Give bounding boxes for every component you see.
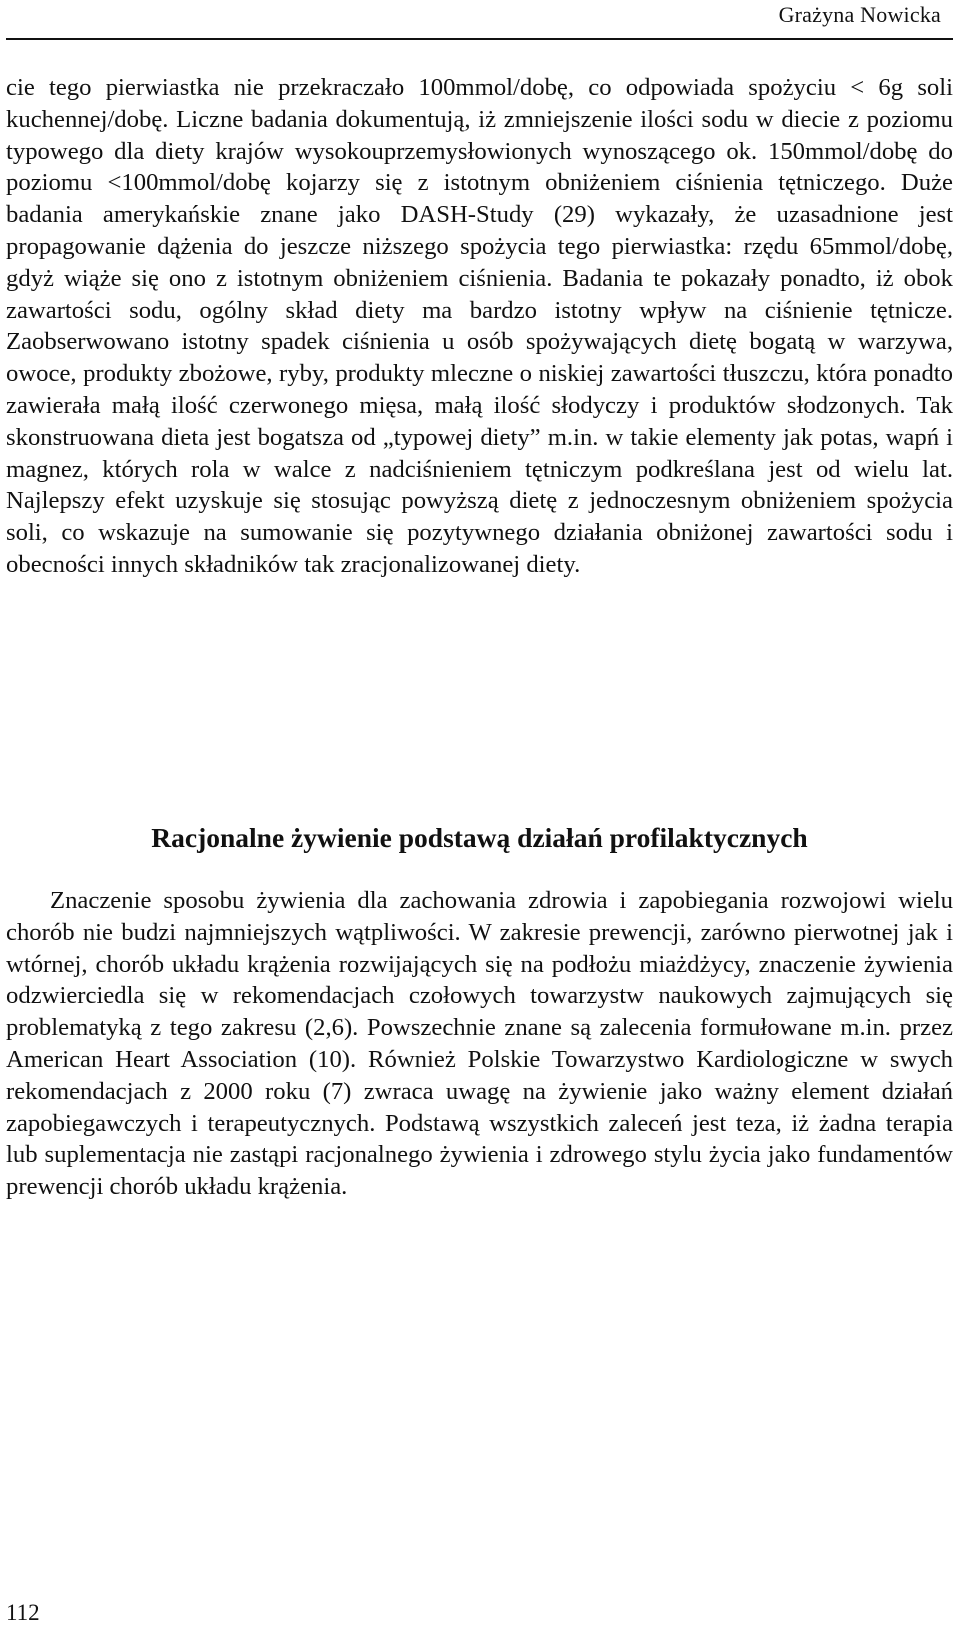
page-number: 112 (6, 1600, 40, 1625)
body-paragraph: cie tego pierwiastka nie przekraczało 100mmol/dobę, co odpowiada spożyciu < 6g soli kuchennej/dobę. Liczne badania dokumentują, iż zmniejszenie ilości sodu w diecie z poziomu typowego dla diety krajów wysokouprzemysłowionych wynoszącego ok. 150mmol/dobę do poziomu <100mmol/dobę kojarzy się z istotnym obniżeniem ciśnienia tętniczego. Duże badania amerykańskie znane jako DASH-Study (29) wykazały, że uzasadnione jest propagowanie dążenia do jeszcze niższego spożycia tego pierwiastka: rzędu 65mmol/dobę, gdyż wiąże się ono z istotnym obniżeniem ciśnienia. Badania te pokazały ponadto, iż obok zawartości sodu, ogólny skład diety ma bardzo istotny wpływ na ciśnienie tętnicze. Zaobserwowano istotny spadek ciśnienia u osób spożywających dietę bogatą w warzywa, owoce, produkty zbożowe, ryby, produkty mleczne o niskiej zawartości tłuszczu, która ponadto zawierała małą ilość czerwonego mięsa, małą ilość słodyczy i produktów słodzonych. Tak skonstruowana dieta jest bogatsza od „typowej diety” m.in. w takie elementy jak potas, wapń i magnez, których rola w walce z nadciśnieniem tętniczym podkreślana jest od wielu lat. Najlepszy efekt uzyskuje się stosując powyższą dietę z jednoczesnym obniżeniem spożycia soli, co wskazuje na sumowanie się pozytywnego działania obniżonej zawartości sodu i obecności innych składników tak zracjonalizowanej diety. (6, 74, 953, 578)
running-header (6, 0, 953, 40)
body-paragraph: Znaczenie sposobu żywienia dla zachowania zdrowia i zapobiegania rozwojowi wielu chorób nie budzi najmniejszych wątpliwości. W zakresie prewencji, zarówno pierwotnej jak i wtórnej, chorób układu krążenia rozwijających się na podłożu miażdżycy, znaczenie żywienia odzwierciedla się w rekomendacjach czołowych towarzystw naukowych zajmujących się problematyką z tego zakresu (2,6). Powszechnie znane są zalecenia formułowane m.in. przez American Heart Association (10). Również Polskie Towarzystwo Kardiologiczne w swych rekomendacjach z 2000 roku (7) zwraca uwagę na żywienie jako ważny element działań zapobiegawczych i terapeutycznych. Podstawą wszystkich zaleceń jest teza, iż żadna terapia lub suplementacja nie zastąpi racjonalnego żywienia i zdrowego stylu życia jako fundamentów prewencji chorób układu krążenia. (6, 887, 953, 1201)
section-heading: Racjonalne żywienie podstawą działań profilaktycznych (151, 822, 808, 853)
author-name: Grażyna Nowicka (778, 2, 941, 27)
